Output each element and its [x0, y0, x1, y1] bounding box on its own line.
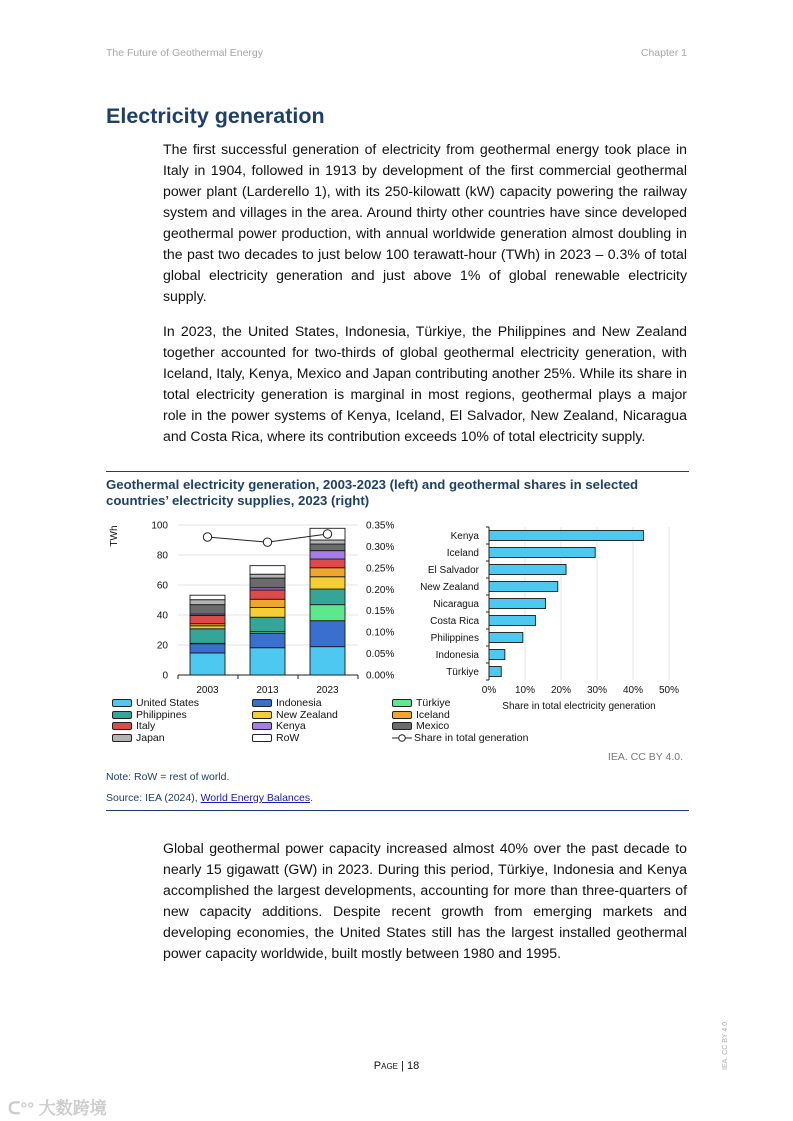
y2-tick-label: 0.25%: [366, 563, 395, 575]
legend-swatch: [252, 722, 272, 730]
legend-item: [252, 697, 322, 709]
figure-note: Note: RoW = rest of world.: [106, 771, 230, 783]
line-marker-icon: [392, 733, 412, 743]
bar-segment: [250, 590, 285, 599]
legend-swatch: [112, 699, 132, 707]
legend-item: [392, 709, 450, 721]
y-axis-label: TWh: [109, 525, 120, 547]
page-number-value: 18: [406, 1060, 420, 1072]
share-marker: [323, 530, 331, 538]
bar-segment: [190, 615, 225, 623]
country-label: New Zealand: [420, 582, 479, 593]
legend-label: Türkiye: [416, 697, 451, 709]
bar-segment: [310, 621, 345, 647]
source-suffix: .: [310, 792, 314, 804]
country-label: Iceland: [446, 548, 479, 559]
legend-item: [252, 720, 306, 732]
legend-swatch: [392, 699, 412, 707]
figure-bottom-rule: [106, 810, 689, 811]
bar-segment: [250, 633, 285, 647]
legend-label: Kenya: [276, 720, 306, 732]
x-tick-label: 10%: [514, 685, 536, 696]
legend-label: Iceland: [416, 708, 450, 721]
x-tick-label: 20%: [550, 685, 572, 696]
bar-segment: [250, 599, 285, 607]
bar-segment: [310, 605, 345, 621]
country-label: Philippines: [430, 633, 479, 644]
y-tick-label: 0: [162, 670, 168, 682]
bar-segment: [310, 551, 345, 559]
country-label: Indonesia: [435, 650, 479, 661]
bar-segment: [190, 605, 225, 614]
legend-label: Japan: [136, 731, 165, 744]
legend-label: Mexico: [416, 720, 450, 732]
bar-segment: [250, 608, 285, 618]
x-tick-label: 2003: [196, 685, 219, 696]
country-label: Türkiye: [446, 667, 479, 678]
bar-segment: [310, 647, 345, 675]
legend-swatch: [392, 711, 412, 719]
country-bar: [489, 582, 558, 592]
country-bar: [489, 633, 523, 643]
legend-item: [112, 709, 187, 721]
legend-label: Philippines: [136, 708, 187, 721]
legend-item: [112, 720, 155, 732]
figure-source: [106, 792, 313, 804]
figure-credit: IEA. CC BY 4.0.: [607, 751, 683, 763]
y-tick-label: 40: [156, 610, 168, 622]
paragraph-3: Global geothermal power capacity increased almost 40% over the past decade to nearly 15 gigawatt (GW) in 2023. During this period, Türkiye, Indonesia and Kenya accomplished the largest developments, accounting for more than three-quarters of new capacity additions. Despite recent growth from emerging markets and developing economies, the United States still has the largest installed geothermal power capacity worldwide, built mostly between 1980 and 1995.: [163, 840, 687, 961]
watermark: [8, 1094, 107, 1119]
country-bar: [489, 531, 643, 541]
country-label: El Salvador: [427, 565, 479, 576]
source-prefix: Source: IEA (2024),: [106, 792, 201, 804]
x-tick-label: 50%: [658, 685, 680, 696]
bar-segment: [190, 595, 225, 600]
bar-segment: [310, 540, 345, 544]
x-axis-label: Share in total electricity generation: [502, 701, 656, 712]
bar-segment: [190, 653, 225, 675]
country-bar: [489, 599, 546, 609]
bar-segment: [310, 577, 345, 589]
y-tick-label: 60: [156, 580, 168, 592]
bar-segment: [190, 600, 225, 605]
legend-label: Share in total generation: [414, 731, 529, 744]
x-tick-label: 2023: [316, 685, 339, 696]
legend-swatch: [112, 722, 132, 730]
legend-swatch: [252, 734, 272, 742]
legend-label: Italy: [136, 720, 156, 732]
legend-item: [392, 720, 449, 732]
legend-label: United States: [136, 697, 200, 709]
legend-item: [112, 732, 165, 744]
y2-tick-label: 0.20%: [366, 584, 395, 596]
chapter-label: Chapter 1: [640, 47, 687, 59]
country-label: Kenya: [450, 531, 479, 542]
source-link[interactable]: World Energy Balances: [200, 792, 311, 804]
page-label: Page: [373, 1060, 398, 1072]
horizontal-bar-chart: [420, 527, 679, 712]
share-marker: [203, 533, 211, 541]
legend-label: New Zealand: [276, 708, 338, 721]
legend-item: [392, 697, 450, 709]
stacked-bar-chart: [109, 521, 394, 697]
paragraph-1: The first successful generation of electricity from geothermal energy took place in Italy in 1904, followed in 1913 by development of the first commercial geothermal power plant (Larderello 1), with its 250-kilowatt (kW) capacity powering the railway system and villages in the area. Around thirty other countries have since developed geothermal power production, with annual worldwide generation almost doubling in the past two decades to just below 100 terawatt-hour (TWh) in 2023 – 0.3% of total global electricity generation and just above 1% of global renewable electricity supply.: [163, 141, 687, 304]
legend-swatch: [252, 711, 272, 719]
country-label: Nicaragua: [433, 599, 479, 610]
country-bar: [489, 650, 505, 660]
legend-item: [252, 709, 338, 721]
y2-tick-label: 0.15%: [366, 606, 395, 618]
section-heading: Electricity generation: [106, 104, 325, 128]
y-tick-label: 80: [156, 550, 168, 562]
y2-tick-label: 0.10%: [366, 627, 395, 639]
legend-item-share-line: [392, 732, 528, 744]
bar-segment: [190, 629, 225, 644]
country-bar: [489, 565, 566, 575]
legend-swatch: [392, 722, 412, 730]
y2-tick-label: 0.05%: [366, 649, 395, 661]
country-bar: [489, 667, 501, 677]
x-tick-label: 40%: [622, 685, 644, 696]
y2-tick-label: 0.30%: [366, 541, 395, 553]
country-bar: [489, 616, 535, 626]
figure-title: Geothermal electricity generation, 2003-2023 (left) and geothermal shares in selected countries’ electricity supplies, 2023 (right): [106, 477, 639, 508]
legend-swatch: [112, 711, 132, 719]
bar-segment: [310, 559, 345, 568]
watermark-logo-icon: ᑕ°°: [8, 1099, 39, 1118]
legend-label: Indonesia: [276, 697, 322, 709]
bar-segment: [310, 544, 345, 551]
paragraph-2: In 2023, the United States, Indonesia, Türkiye, the Philippines and New Zealand together accounted for two-thirds of global geothermal electricity generation, with Iceland, Italy, Kenya, Mexico and Japan contributing another 25%. While its share in total electricity generation is marginal in most regions, geothermal plays a major role in the power systems of Kenya, Iceland, El Salvador, New Zealand, Nicaragua and Costa Rica, where its contribution exceeds 10% of total electricity supply.: [163, 323, 687, 444]
country-bar: [489, 548, 595, 558]
bar-segment: [190, 644, 225, 653]
x-tick-label: 2013: [256, 685, 279, 696]
y-tick-label: 100: [151, 520, 168, 532]
x-tick-label: 30%: [586, 685, 608, 696]
side-credit: IEA. CC BY 4.0.: [722, 1019, 729, 1070]
bar-segment: [250, 578, 285, 588]
y2-tick-label: 0.00%: [366, 670, 395, 682]
legend-label: RoW: [276, 731, 300, 744]
bar-segment: [250, 648, 285, 675]
country-label: Costa Rica: [430, 616, 479, 627]
legend-swatch: [252, 699, 272, 707]
bar-segment: [310, 589, 345, 605]
bar-segment: [250, 566, 285, 575]
bar-segment: [250, 574, 285, 578]
legend-item: [112, 697, 199, 709]
y2-tick-label: 0.35%: [366, 520, 395, 532]
legend-swatch: [112, 734, 132, 742]
page-number: Page | 18: [373, 1060, 420, 1072]
document-title: The Future of Geothermal Energy: [106, 47, 263, 59]
bar-segment: [310, 568, 345, 577]
legend-item: [252, 732, 299, 744]
x-tick-label: 0%: [481, 685, 497, 696]
watermark-text: 大数跨境: [38, 1099, 107, 1118]
share-marker: [263, 538, 271, 546]
bar-segment: [250, 617, 285, 631]
y-tick-label: 20: [156, 640, 168, 652]
